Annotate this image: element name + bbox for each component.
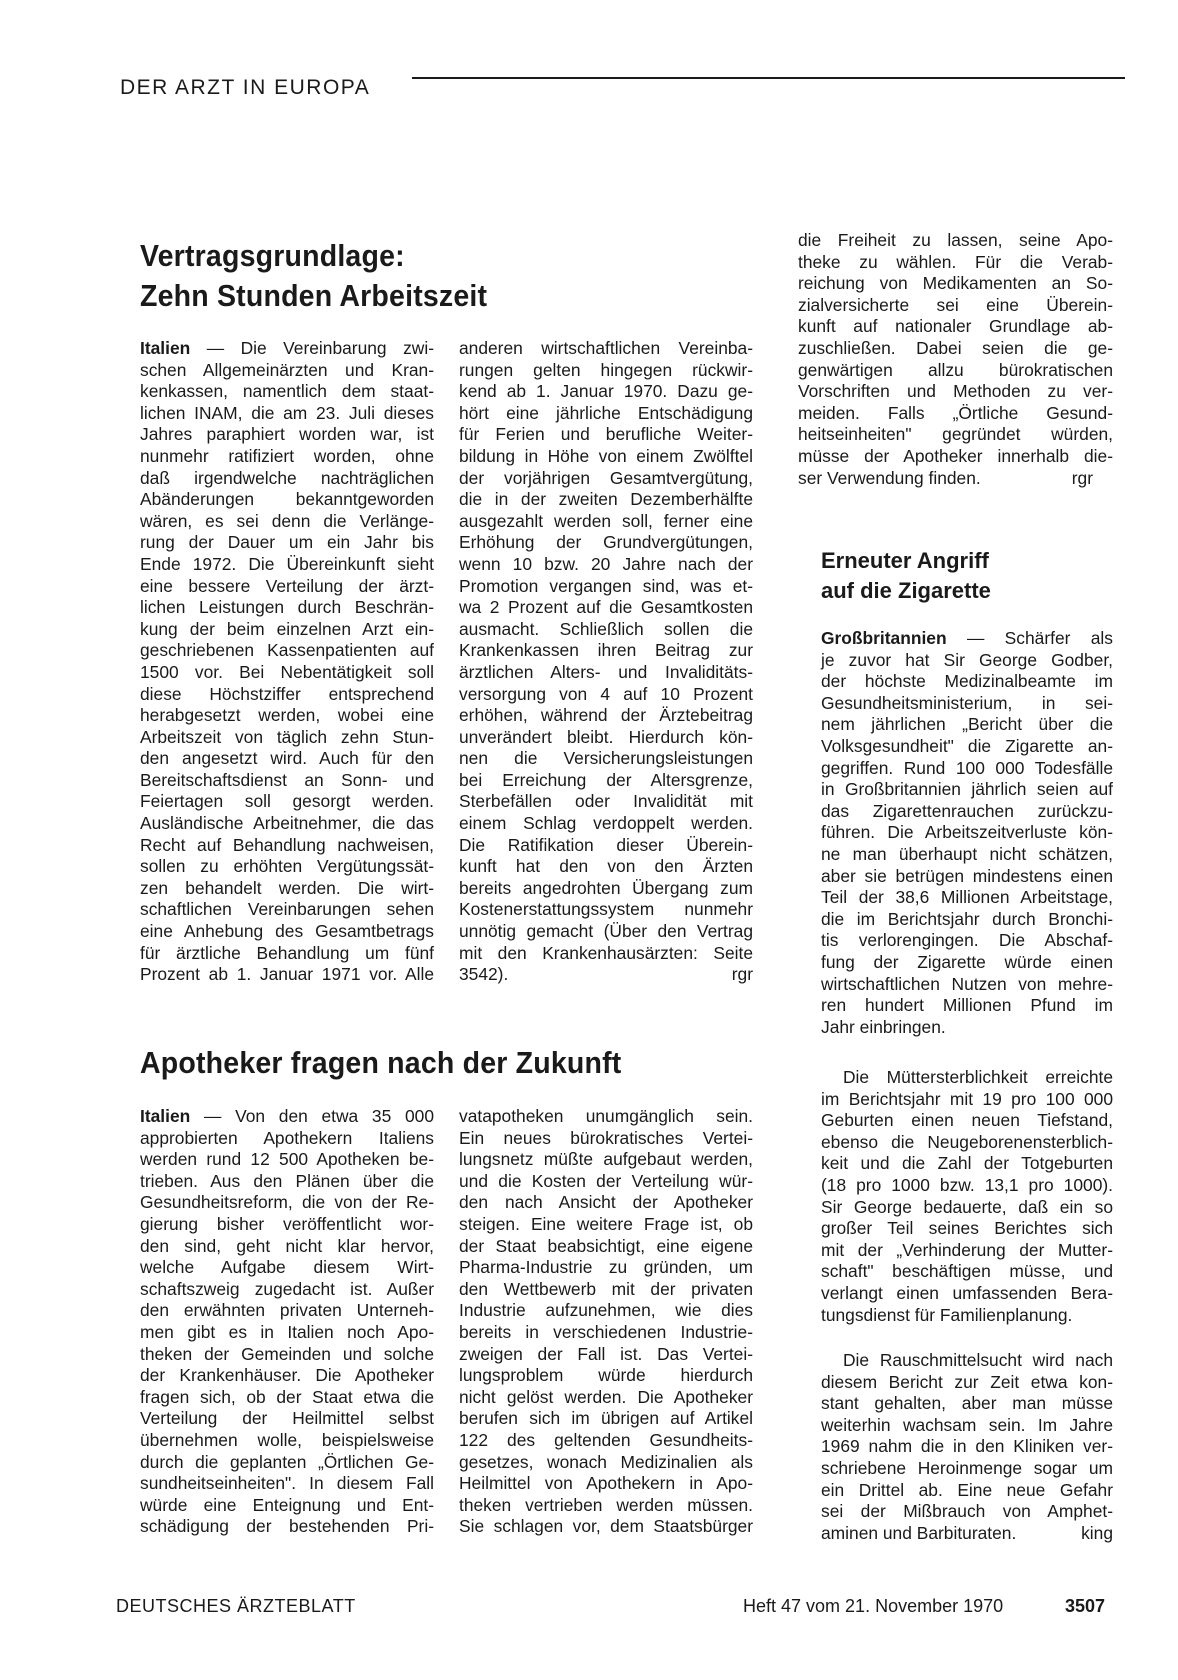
text-line: schaft" beschäftigen müsse, und [821,1261,1113,1282]
text-line: heitseinheiten" gegründet würden, [798,424,1113,445]
article2-column-2 [459,1106,753,1538]
text-line: vatapotheken unumgänglich sein. [459,1106,753,1126]
text-line: ausmacht. Schließlich sollen die [459,618,753,639]
text-line: gegriffen. Rund 100 000 Todesfälle [821,757,1113,778]
text-line: die in der zweiten Dezemberhälfte [459,489,753,510]
text-line: geschriebenen Kassenpatienten auf [140,640,434,661]
text-line: anderen wirtschaftlichen Vereinba- [459,338,753,358]
text-line: zialversicherte sei eine Überein- [798,294,1113,315]
header-rule [412,77,1125,79]
text-line: 1969 nahm die in den Kliniken ver- [821,1436,1113,1457]
text-line: Ein neues bürokratisches Vertei- [459,1127,753,1148]
article3-lead-line [821,628,1113,650]
text-line: der höchste Medizinalbeamte im [821,671,1113,692]
article1-column-1 [140,338,434,986]
article1-headline-line1: Vertragsgrundlage: [140,238,405,273]
article1-last-line [459,964,753,986]
article2-column-1 [140,1106,434,1538]
text-line: diese Höchstziffer entsprechend [140,683,434,704]
text-line: men gibt es in Italien noch Apo- [140,1321,434,1342]
text-line: nunmehr ratifiziert worden, ohne [140,445,434,466]
text-line: daß irgendwelche nachträglichen [140,467,434,488]
text-line: gesetzes, wonach Medizinalien als [459,1451,753,1472]
text-line: eine Anhebung des Gesamtbetrags [140,921,434,942]
text-line: und die Kosten der Verteilung wür- [459,1170,753,1191]
text-line: sei der Mißbrauch von Amphet- [821,1501,1113,1522]
text-line: Sterbefällen oder Invalidität mit [459,791,753,812]
text-line: würde eine Enteignung und Ent- [140,1494,434,1515]
text-line: versorgung von 4 auf 10 Prozent [459,683,753,704]
text-line: ren hundert Millionen Pfund im [821,995,1113,1016]
text-line: Gesundheitsministerium, in sei- [821,692,1113,713]
text-line: theken der Gemeinden und solche [140,1343,434,1364]
text-line: Industrie aufzunehmen, wie dies [459,1300,753,1321]
text-line: bildung in Höhe von einem Zwölftel [459,445,753,466]
text-line: mit der „Verhinderung der Mutter- [821,1239,1113,1260]
text-line: theke zu wählen. Für die Verab- [798,251,1113,272]
text-line: im Berichtsjahr mit 19 pro 100 000 [821,1088,1113,1109]
text-line: Bereitschaftsdienst an Sonn- und [140,769,434,790]
text-line: lungsnetz müßte aufgebaut werden, [459,1149,753,1170]
text-line: sollen zu erhöhten Vergütungssät- [140,856,434,877]
text-line: zen behandelt werden. Die wirt- [140,877,434,898]
text-line: übernehmen wolle, beispielsweise [140,1429,434,1450]
text-line: die Freiheit zu lassen, seine Apo- [798,230,1113,250]
text-line: berufen sich im übrigen auf Artikel [459,1408,753,1429]
article3-lead-text: — Schärfer als [966,628,1113,648]
article1-headline-line2: Zehn Stunden Arbeitszeit [140,278,488,313]
text-line: hört eine jährliche Entschädigung [459,402,753,423]
text-line: diesem Bericht zur Zeit etwa kon- [821,1371,1113,1392]
footer-journal: DEUTSCHES ÄRZTEBLATT [116,1596,356,1616]
text-line: schaftszweig zugedacht ist. Außer [140,1278,434,1299]
text-line: zuschließen. Dabei seien die ge- [798,337,1113,358]
text-line: ebenso die Neugeborenensterblich- [821,1131,1113,1152]
text-line: wären, es sei denn die Verlänge- [140,510,434,531]
text-line: Ausländische Arbeitnehmer, die das [140,813,434,834]
article3-last-line [821,1523,1113,1545]
article1-location: Italien [140,338,191,358]
article2-lead-text: — Von den etwa 35 000 [203,1106,434,1126]
text-line: den sind, geht nicht klar hervor, [140,1235,434,1256]
text-line: Erhöhung der Grundvergütungen, [459,532,753,553]
text-line: (18 pro 1000 bzw. 13,1 pro 1000). [821,1174,1113,1195]
text-line: den erwähnten privaten Unterneh- [140,1300,434,1321]
article1-lead-text: — Die Vereinbarung zwi- [206,338,434,358]
text-line: mit den Krankenhausärzten: Seite [459,942,753,963]
text-line: stant gehalten, aber man müsse [821,1393,1113,1414]
text-line: 122 des geltenden Gesundheits- [459,1429,753,1450]
text-line: kenkassen, namentlich dem staat- [140,381,434,402]
text-line: den Wettbewerb mit der privaten [459,1278,753,1299]
text-line: nicht gelöst werden. Die Apotheker [459,1386,753,1407]
text-line: rung der Dauer um ein Jahr bis [140,532,434,553]
article2-location: Italien [140,1106,191,1126]
text-line: sundheitseinheiten". In diesem Fall [140,1473,434,1494]
text-line: für Ferien und berufliche Weiter- [459,424,753,445]
text-line: aber sie betrügen mindestens einen [821,865,1113,886]
text-line: bereits angedrohten Übergang zum [459,877,753,898]
text-line: zweigen der Fall ist. Das Vertei- [459,1343,753,1364]
text-line: theken vertrieben werden müssen. [459,1494,753,1515]
text-line: Arbeitszeit von täglich zehn Stun- [140,726,434,747]
text-line: für ärztliche Behandlung um fünf [140,942,434,963]
text-line: gierung bisher veröffentlicht wor- [140,1213,434,1234]
text-line: wenn 10 bzw. 20 Jahre nach der [459,553,753,574]
text-line: Krankenkassen ihren Beitrag zur [459,640,753,661]
text-line: bereits in verschiedenen Industrie- [459,1321,753,1342]
text-line: lichen Leistungen durch Beschrän- [140,597,434,618]
text-line: nen die Versicherungsleistungen [459,748,753,769]
text-line: Volksgesundheit" die Zigarette an- [821,735,1113,756]
article3-paragraph-3 [821,1350,1113,1523]
text-line: unverändert bleibt. Hierdurch kön- [459,726,753,747]
text-line: Promotion vergangen sind, was et- [459,575,753,596]
text-line: Sie schlagen vor, dem Staatsbürger [459,1516,753,1537]
text-line: führen. Die Arbeitszeitverluste kön- [821,822,1113,843]
article1-lead-line [140,338,434,360]
text-line: den nach Ansicht der Apotheker [459,1192,753,1213]
article2-signature: rgr [1071,467,1093,488]
article3-headline [821,546,991,606]
text-line: Jahres paraphiert worden war, ist [140,424,434,445]
article2-last-text: ser Verwendung finden. [798,467,981,488]
article1-last-text: 3542). [459,964,509,985]
text-line: werden rund 12 500 Apotheken be- [140,1149,434,1170]
text-line: in Großbritannien jährlich seien auf [821,779,1113,800]
article1-end [459,964,753,986]
text-line: nem jährlichen „Bericht über die [821,714,1113,735]
article2-column-3 [798,230,1113,468]
text-line: trieben. Aus den Plänen über die [140,1170,434,1191]
text-line: Sir George bedauerte, daß ein so [821,1196,1113,1217]
text-line: kung der beim einzelnen Arzt ein- [140,618,434,639]
text-line: das Zigarettenrauchen zurückzu- [821,800,1113,821]
text-line: genwärtigen allzu bürokratischen [798,359,1113,380]
text-line: wa 2 Prozent auf die Gesamtkosten [459,597,753,618]
text-line: keit und die Zahl der Totgeburten [821,1153,1113,1174]
text-line: schädigung der bestehenden Pri- [140,1516,434,1537]
text-line: Kostenerstattungssystem nunmehr [459,899,753,920]
article3-signature: king [1081,1522,1113,1543]
article3-paragraph-1 [821,628,1113,1038]
article1-signature: rgr [731,964,753,985]
text-line: Teil der 38,6 Millionen Arbeitstage, [821,887,1113,908]
text-line: fragen sich, ob der Staat etwa die [140,1386,434,1407]
text-line: kunft auf nationaler Grundlage ab- [798,316,1113,337]
article2-end [798,468,1113,490]
text-line: erhöhen, während der Ärztebeitrag [459,705,753,726]
text-line: unnötig gemacht (Über den Vertrag [459,921,753,942]
text-line: Prozent ab 1. Januar 1971 vor. Alle [140,964,434,985]
text-line: der vorjährigen Gesamtvergütung, [459,467,753,488]
text-line: kend ab 1. Januar 1970. Dazu ge- [459,381,753,402]
text-line: ausgezahlt werden soll, ferner eine [459,510,753,531]
footer-page-number: 3507 [1065,1596,1106,1616]
footer-issue: Heft 47 vom 21. November 1970 [743,1596,1004,1616]
text-line: eine bessere Verteilung der ärzt- [140,575,434,596]
text-line: lungsproblem würde hierdurch [459,1365,753,1386]
text-line: rungen gelten hingegen rückwir- [459,359,753,380]
text-line: wirtschaftlichen Nutzen von mehre- [821,973,1113,994]
article2-last-line [798,468,1113,490]
text-line: der Krankenhäuser. Die Apotheker [140,1365,434,1386]
text-line: Die Ratifikation dieser Überein- [459,834,753,855]
text-line: Geburten einen neuen Tiefstand, [821,1110,1113,1131]
text-line: den angesetzt wird. Auch für den [140,748,434,769]
text-line: schen Allgemeinärzten und Kran- [140,359,434,380]
text-line: Gesundheitsreform, die von der Re- [140,1192,434,1213]
article2-headline: Apotheker fragen nach der Zukunft [140,1045,622,1080]
text-line: Pharma-Industrie zu gründen, um [459,1257,753,1278]
text-line: durch die geplanten „Örtlichen Ge- [140,1451,434,1472]
text-line: ein Drittel ab. Eine neue Gefahr [821,1479,1113,1500]
text-line: weiterhin wachsam sein. Im Jahre [821,1414,1113,1435]
text-line: lichen INAM, die am 23. Juli dieses [140,402,434,423]
text-line: Vorschriften und Methoden zu ver- [798,381,1113,402]
article1-headline [140,236,487,316]
text-line: welche Aufgabe diesem Wirt- [140,1257,434,1278]
text-line: meiden. Falls „Örtliche Gesund- [798,402,1113,423]
text-line: reichung von Medikamenten an So- [798,273,1113,294]
article3-location: Großbritannien [821,628,947,648]
text-line: ne man überhaupt nicht schätzen, [821,843,1113,864]
text-line: schaftlichen Vereinbarungen sehen [140,899,434,920]
text-line: steigen. Eine weitere Frage ist, ob [459,1213,753,1234]
text-line: großer Teil seines Berichtes sich [821,1218,1113,1239]
text-line: Recht auf Behandlung nachweisen, [140,834,434,855]
text-line: der Staat beabsichtigt, eine eigene [459,1235,753,1256]
text-line: 1500 vor. Bei Nebentätigkeit soll [140,661,434,682]
text-line: fung der Zigarette würde einen [821,951,1113,972]
text-line: tungsdienst für Familienplanung. [821,1304,1073,1325]
text-line: Die Rauschmittelsucht wird nach [843,1350,1113,1370]
text-line: ärztlichen Alters- und Invaliditäts- [459,661,753,682]
text-line: herabgesetzt werden, wobei eine [140,705,434,726]
article3-headline-line2: auf die Zigarette [821,578,991,603]
text-line: einem Schlag verdoppelt werden. [459,813,753,834]
text-line: schriebene Heroinmenge sogar um [821,1457,1113,1478]
article3-last-text: aminen und Barbituraten. [821,1522,1017,1543]
text-line: bei Erreichung der Altersgrenze, [459,769,753,790]
text-line: Heilmittel von Apothekern in Apo- [459,1473,753,1494]
text-line: müsse der Apotheker innerhalb die- [798,445,1113,466]
text-line: tis verlorengingen. Die Abschaf- [821,930,1113,951]
text-line: Ende 1972. Die Übereinkunft sieht [140,553,434,574]
article3-end [821,1523,1113,1545]
text-line: Verteilung der Heilmittel selbst [140,1408,434,1429]
text-line: Feiertagen soll gesorgt werden. [140,791,434,812]
article3-headline-line1: Erneuter Angriff [821,548,989,573]
text-line: die im Berichtsjahr durch Bronchi- [821,908,1113,929]
section-label: DER ARZT IN EUROPA [120,76,371,99]
article1-column-2 [459,338,753,964]
text-line: Abänderungen bekanntgeworden [140,489,434,510]
text-line: Die Müttersterblichkeit erreichte [843,1067,1113,1087]
text-line: verlangt einen umfassenden Bera- [821,1282,1113,1303]
article3-paragraph-2 [821,1067,1113,1326]
text-line: approbierten Apothekern Italiens [140,1127,434,1148]
text-line: kunft hat den von den Ärzten [459,856,753,877]
text-line: Jahr einbringen. [821,1016,946,1037]
text-line: je zuvor hat Sir George Godber, [821,649,1113,670]
article2-lead-line [140,1106,434,1128]
